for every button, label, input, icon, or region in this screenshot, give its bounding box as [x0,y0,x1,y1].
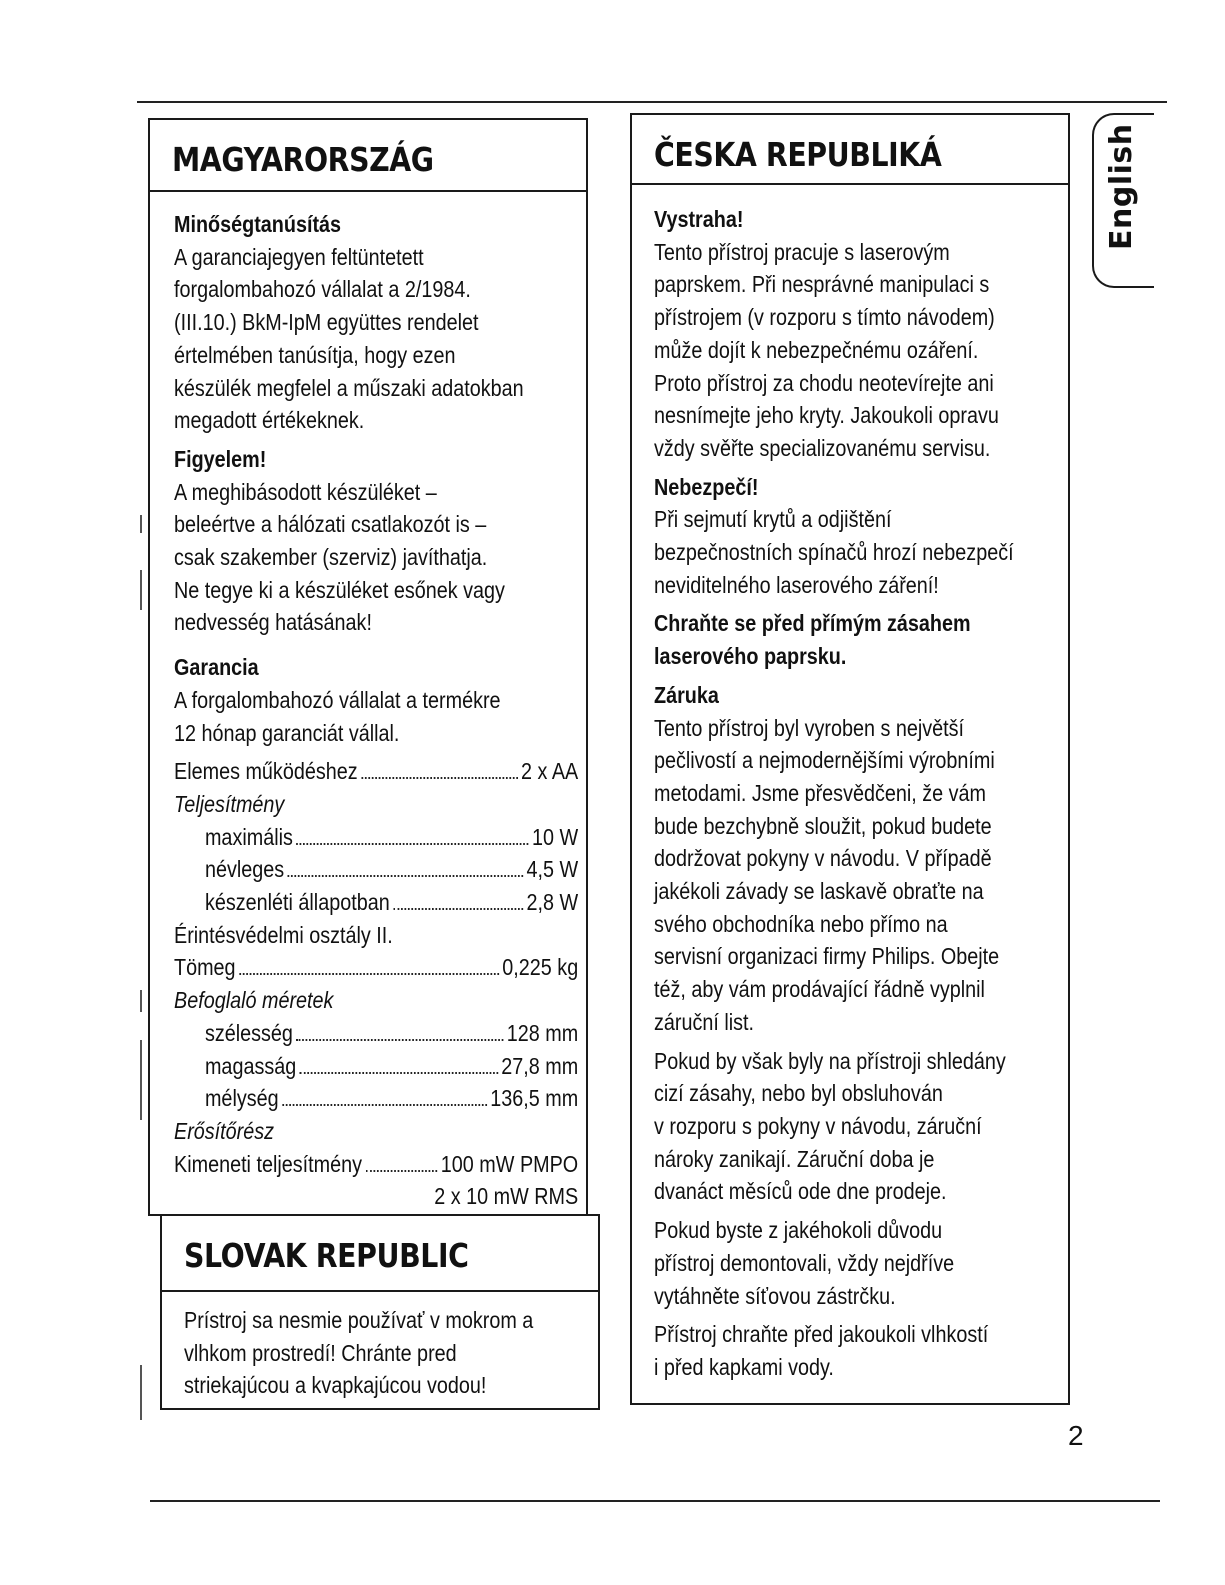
body-line: vlhkom prostredí! Chránte pred [184,1339,457,1366]
spec-value: 0,225 kg [502,954,579,981]
body-line: 12 hónap garanciát vállal. [174,719,400,746]
spec-value: 10 W [532,823,579,850]
leader-dots [300,1072,498,1074]
spec-label: Tömeg [174,954,236,981]
body-line: Tento přístroj pracuje s laserovým [654,238,950,265]
spec-row [174,951,578,984]
margin-mark [140,1365,142,1420]
body-line: (III.10.) BkM-IpM együttes rendelet [174,309,479,336]
leader-dots [296,1039,503,1041]
leader-dots [393,908,523,910]
section-heading: laserového paprsku. [654,643,847,670]
body-line: svého obchodníka nebo přímo na [654,910,948,937]
body-line: Při sejmutí krytů a odjištění [654,506,892,533]
body-line: nesnímejte jeho kryty. Jakoukoli opravu [654,402,999,429]
body-line: paprskem. Při nesprávné manipulaci s [654,271,990,298]
spec-label: Elemes működéshez [174,758,358,785]
spec-value: 128 mm [506,1019,579,1046]
top-rule [137,101,1167,103]
spec-label: maximális [204,823,293,850]
spec-row [174,821,578,854]
slovak-section [160,1214,600,1410]
body-line: Proto přístroj za chodu neotevírejte ani [654,369,994,396]
body-line: beleértve a hálózati csatlakozót is – [174,511,487,538]
spec-group-label: Befoglaló méretek [174,987,334,1014]
body-line: jakékoli závady se laskavě obraťte na [654,878,984,905]
spec-label: szélesség [204,1019,293,1046]
spec-row [174,1017,578,1050]
body-line: metodami. Jsme přesvědčeni, že vám [654,779,987,806]
body-line: Ne tegye ki a készüléket esőnek vagy [174,576,505,603]
body-line: cizí zásahy, nebo byl obsluhován [654,1080,943,1107]
spec-value: 4,5 W [526,856,579,883]
czech-header [632,115,1068,185]
section-heading: Nebezpečí! [654,473,759,500]
leader-dots [361,777,518,779]
body-line: Pokud by však byly na přístroji shledány [654,1047,1006,1074]
hungary-header [150,120,586,192]
margin-mark [140,515,142,533]
body-line: servisní organizaci firmy Philips. Obejte [654,943,1000,970]
spec-row [174,1148,578,1181]
margin-mark [140,990,142,1012]
spec-group-label: Teljesítmény [174,790,285,817]
body-line: bude bezchybně sloužit, pokud budete [654,812,992,839]
bottom-rule [150,1500,1160,1502]
spec-label: magasság [204,1052,297,1079]
hungary-body [174,208,586,1213]
spec-row [174,886,578,919]
spec-group-label: Erősítőrész [174,1117,275,1144]
body-line: Pokud byste z jakéhokoli důvodu [654,1217,943,1244]
body-line: přístrojem (v rozporu s tímto návodem) [654,304,995,331]
body-line: vytáhněte síťovou zástrčku. [654,1282,896,1309]
body-line: A garanciajegyen feltüntetett [174,243,424,270]
leader-dots [365,1170,437,1172]
hungary-section [148,118,588,1216]
body-line: i před kapkami vody. [654,1353,834,1380]
spec-label: névleges [204,856,285,883]
body-line: záruční list. [654,1008,755,1035]
body-line: vždy svěřte specializovanému servisu. [654,434,991,461]
spec-value: 2 x 10 mW RMS [434,1183,579,1210]
body-line: může dojít k nebezpečnému ozáření. [654,336,979,363]
section-heading: Figyelem! [174,445,267,472]
body-line: megadott értékeknek. [174,407,365,434]
spec-row [174,853,578,886]
margin-mark [140,570,142,610]
leader-dots [282,1104,487,1106]
spec-label: mélység [204,1085,279,1112]
leader-dots [288,875,524,877]
body-line: Tento přístroj byl vyroben s největší [654,714,965,741]
body-line: A meghibásodott készüléket – [174,478,437,505]
slovak-title: SLOVAK REPUBLIC [184,1236,469,1275]
body-line: dvanáct měsíců ode dne prodeje. [654,1178,947,1205]
czech-body [654,203,1068,1384]
body-line: készülék megfelel a műszaki adatokban [174,374,524,401]
section-heading: Minőségtanúsítás [174,211,342,237]
body-line: Přístroj chraňte před jakoukoli vlhkostí [654,1321,989,1348]
spec-row [174,755,578,788]
body-line: též, aby vám prodávající řádně vyplnil [654,976,985,1003]
spec-label: készenléti állapotban [204,889,390,916]
margin-mark [140,1040,142,1120]
czech-section [630,113,1070,1405]
spec-value: 27,8 mm [501,1052,579,1079]
body-line: v rozporu s pokyny v návodu, záruční [654,1112,982,1139]
spec-value: 136,5 mm [490,1085,579,1112]
spec-value: 2,8 W [526,889,579,916]
spec-row [174,1050,578,1083]
body-line: A forgalombahozó vállalat a termékre [174,686,501,713]
spec-line: Érintésvédelmi osztály II. [174,921,393,948]
hungary-title: MAGYARORSZÁG [172,140,434,179]
slovak-body [184,1304,598,1402]
spec-value: 2 x AA [521,758,579,785]
body-line: dodržovat pokyny v návodu. V případě [654,845,992,872]
language-tab-label: English [1104,123,1139,250]
czech-title: ČESKA REPUBLIKÁ [654,135,942,174]
section-heading: Garancia [174,654,259,681]
section-heading: Záruka [654,681,719,708]
body-line: striekajúcou a kvapkajúcou vodou! [184,1372,487,1399]
body-line: pečlivostí a nejmodernějšími výrobními [654,747,995,774]
body-line: nároky zanikají. Záruční doba je [654,1145,935,1172]
section-heading: Chraňte se před přímým zásahem [654,610,971,637]
leader-dots [296,843,528,845]
body-line: přístroj demontovali, vždy nejdříve [654,1249,955,1276]
body-line: bezpečnostních spínačů hrozí nebezpečí [654,539,1014,566]
body-line: értelmében tanúsítja, hogy ezen [174,341,456,368]
leader-dots [239,973,499,975]
body-line: Prístroj sa nesmie používať v mokrom a [184,1307,534,1333]
body-line: neviditelného laserového záření! [654,571,939,598]
body-line: forgalombahozó vállalat a 2/1984. [174,276,471,303]
spec-value: 100 mW PMPO [440,1150,579,1177]
body-line: csak szakember (szerviz) javíthatja. [174,544,488,571]
slovak-header [162,1216,598,1292]
page-number: 2 [1068,1420,1084,1451]
section-heading: Vystraha! [654,206,744,232]
spec-label: Kimeneti teljesítmény [174,1150,362,1177]
spec-row [174,1082,578,1115]
body-line: nedvesség hatásának! [174,609,372,636]
